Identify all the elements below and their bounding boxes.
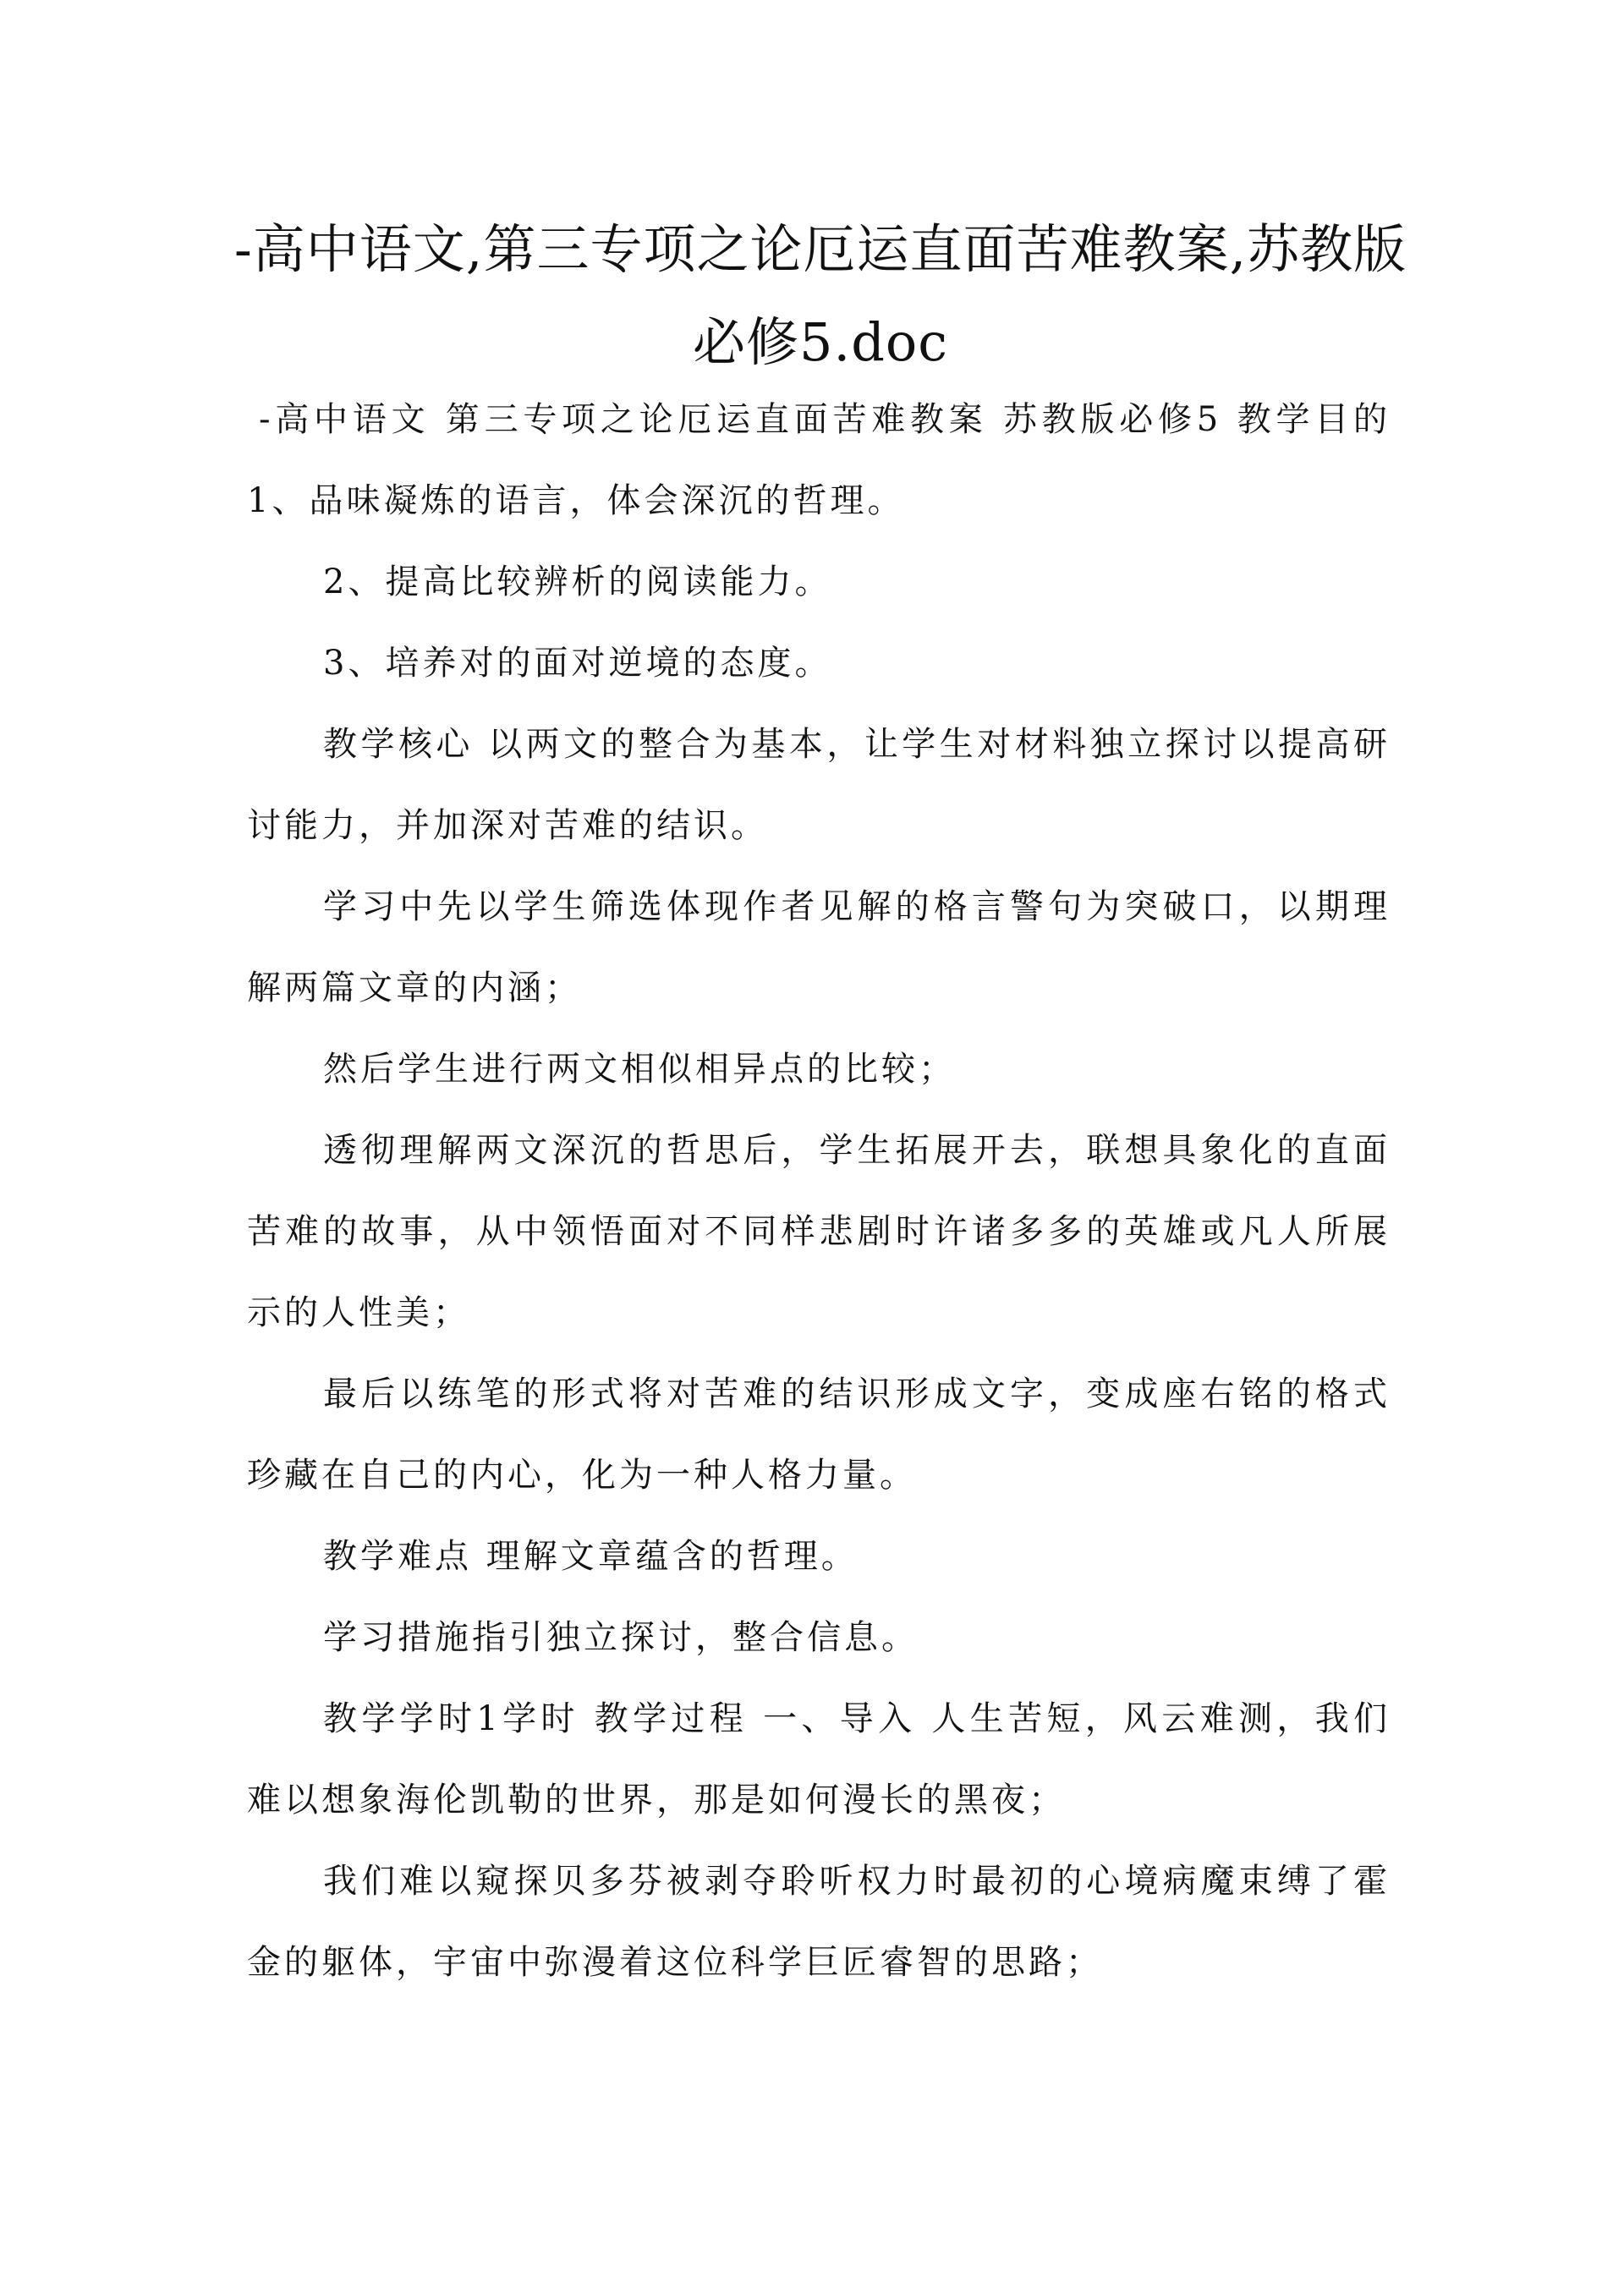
document-title: -高中语文,第三专项之论厄运直面苦难教案,苏教版必修5.doc	[233, 218, 1407, 373]
paragraph-difficulty: 教学难点 理解文章蕴含的哲理。	[323, 1537, 859, 1576]
paragraph-comparison: 然后学生进行两文相似相异点的比较；	[323, 1050, 956, 1089]
paragraph-expansion: 透彻理解两文深沉的哲思后，学生拓展开去，联想具象化的直面苦难的故事，从中领悟面对不同样悲剧时许诸多多的英雄或凡人所展示的人性美；	[247, 1131, 1391, 1332]
paragraph-process-intro: 教学学时1学时 教学过程 一、导入 人生苦短，风云难测，我们难以想象海伦凯勒的世界，那是如何漫长的黑夜；	[247, 1699, 1391, 1819]
paragraph-examples: 我们难以窥探贝多芬被剥夺聆听权力时最初的心境病魔束缚了霍金的躯体，宇宙中弥漫着这位科学巨匠睿智的思路；	[247, 1862, 1391, 1982]
document-body	[247, 379, 1391, 2003]
paragraph-objectives: -高中语文 第三专项之论厄运直面苦难教案 苏教版必修5 教学目的 1、品味凝炼的语言，体会深沉的哲理。	[247, 400, 1391, 520]
paragraph-method: 学习措施指引独立探讨，整合信息。	[323, 1618, 919, 1657]
paragraph-learning-start: 学习中先以学生筛选体现作者见解的格言警句为突破口，以期理解两篇文章的内涵；	[247, 887, 1391, 1007]
paragraph-teaching-core: 教学核心 以两文的整合为基本，让学生对材料独立探讨以提高研讨能力，并加深对苦难的结识。	[247, 725, 1391, 845]
paragraph-objective-2: 2、提高比较辨析的阅读能力。	[323, 563, 832, 601]
paragraph-writing: 最后以练笔的形式将对苦难的结识形成文字，变成座右铭的格式珍藏在自己的内心，化为一种人格力量。	[247, 1375, 1391, 1495]
paragraph-objective-3: 3、培养对的面对逆境的态度。	[323, 644, 832, 683]
